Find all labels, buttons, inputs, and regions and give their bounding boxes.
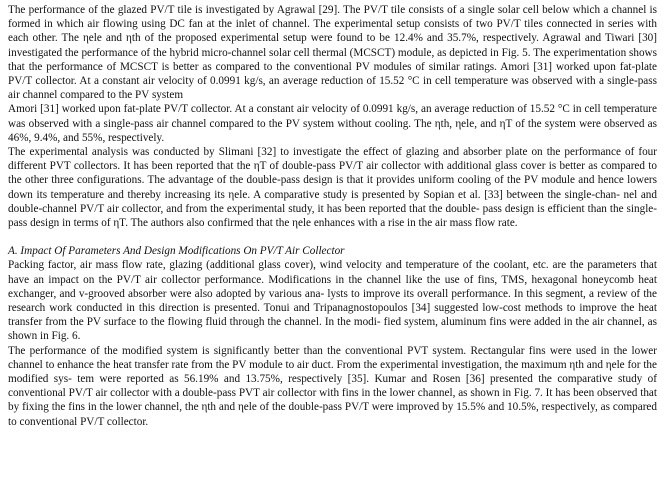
paragraph-amori-collector: Amori [31] worked upon fat-plate PV/T collector. At a constant air velocity of 0.0991 kg/s, an average reduction of 15.52 °C in cell temperature was observed with a single-pass air channel compared to the PV system without cooling. The ηth, ηele, and ηT of the system were observed as 46%, 9.4%, and 55%, respectively. xyxy=(8,103,657,144)
section-heading: A. Impact Of Parameters And Design Modifications On PV/T Air Collector xyxy=(8,245,345,258)
section-spacer xyxy=(8,230,657,244)
paragraph-modified-system: The performance of the modified system is significantly better than the conventional PVT system. Rectangular fins were used in the lower channel to enhance the heat transfer rate from the PV module to air duct. From the experimental investigation, the maximum ηth and ηele for the modified sys- tem were reported as 56.19% and 13.75%, respectively [35]. Kumar and Rosen [36] presented the comparative study of conventional PV/T air collector with a double-pass PVT air collector with fins in the lower channel, as shown in Fig. 7. It has been observed that by fixing the fins in the lower channel, the ηth and ηele of the double-pass PV/T were improved by 15.5% and 10.5%, respectively, as compared to conventional PV/T collector. xyxy=(8,344,657,428)
paragraph-glazed-pvt-tile: The performance of the glazed PV/T tile is investigated by Agrawal [29]. The PV/T tile consists of a single solar cell below which a channel is formed in which air flowing using DC fan at the inlet of channel. The experimental setup consists of two PV/T tiles connected in series with each other. The ηele and ηth of the proposed experimental setup were found to be 12.4% and 35.7%, respectively. Agrawal and Tiwari [30] investigated the performance of the hybrid micro-channel solar cell thermal (MCSCT) module, as depicted in Fig. 5. The experimentation shows that the performance of MCSCT is better as compared to the conventional PV modules of similar ratings. Amori [31] worked upon fat-plate PV/T collector. At a constant air velocity of 0.0991 kg/s, an average reduction of 15.52 °C in cell temperature was observed with a single-pass air channel compared to the PV system xyxy=(8,4,657,102)
paragraph-parameters: Packing factor, air mass flow rate, glazing (additional glass cover), wind velocity and temperature of the coolant, etc. are the parameters that have an impact on the PV/T air collector performance. Modifications in the channel like the use of fins, TMS, hexagonal honeycomb heat exchanger, and v-grooved absorber were also adopted by various ana- lysts to improve its overall performance. In this segment, a review of the research work conducted in this direction is presented. Tonui and Tripanagnostopoulos [34] suggested low-cost methods to improve the heat transfer from the PV surface to the flowing fluid through the channel. In the modi- fied system, aluminum fins were added in the air channel, as shown in Fig. 6. xyxy=(8,259,657,343)
paragraph-slimani-analysis: The experimental analysis was conducted by Slimani [32] to investigate the effect of glazing and absorber plate on the performance of four different PVT collectors. It has been reported that the ηT of double-pass PV/T air collector with additional glass cover is better as compared to the other three configurations. The advantage of the double-pass design is that it provides uniform cooling of the PV module and hence lowers down its temperature and thereby increasing its ηele. A comparative study is presented by Sopian et al. [33] between the single-chan- nel and double-channel PV/T air collector, and from the experimental study, it has been reported that the double- pass design is efficient than the single-pass design in terms of ηT. The authors also confirmed that the ηele enhances with a rise in the air mass flow rate. xyxy=(8,146,657,230)
